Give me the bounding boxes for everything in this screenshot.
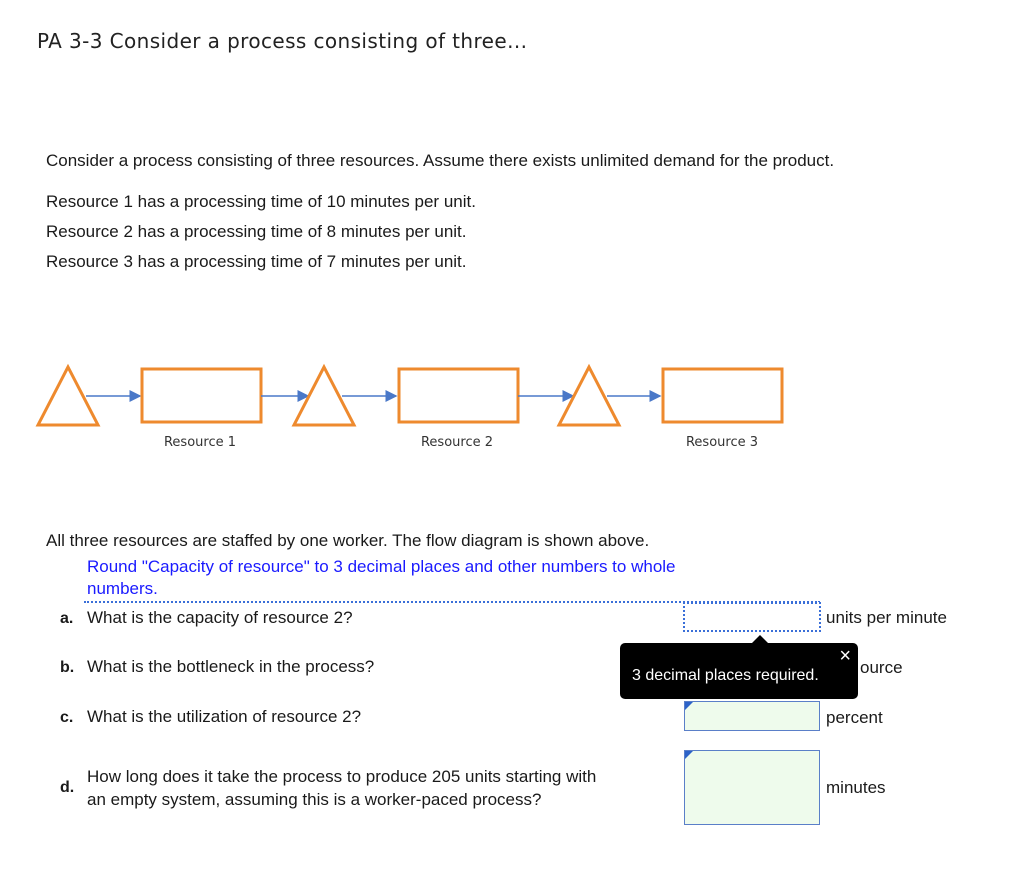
flag-icon bbox=[685, 751, 693, 759]
question-c-letter: c. bbox=[60, 709, 74, 726]
resource-1-label: Resource 1 bbox=[163, 435, 237, 450]
utilization-resource-2-input[interactable] bbox=[684, 701, 820, 731]
staffing-text: All three resources are staffed by one worker. The flow diagram is shown above. bbox=[46, 531, 650, 550]
page-title: PA 3-3 Consider a process consisting of three... bbox=[37, 29, 528, 53]
resource-2-text: Resource 2 has a processing time of 8 minutes per unit. bbox=[46, 222, 467, 241]
question-d-unit: minutes bbox=[826, 778, 886, 797]
question-d-text-line2: an empty system, assuming this is a worker-paced process? bbox=[87, 790, 542, 809]
resource-1-text: Resource 1 has a processing time of 10 minutes per unit. bbox=[46, 192, 476, 211]
question-a-text: What is the capacity of resource 2? bbox=[87, 608, 353, 627]
close-icon[interactable]: × bbox=[839, 645, 851, 667]
resource-2-label: Resource 2 bbox=[420, 435, 494, 450]
rounding-instruction-line1: Round "Capacity of resource" to 3 decimal places and other numbers to whole bbox=[87, 557, 676, 576]
question-b-text: What is the bottleneck in the process? bbox=[87, 657, 375, 676]
flag-icon bbox=[685, 702, 693, 710]
question-d-text-line1: How long does it take the process to produce 205 units starting with bbox=[87, 767, 597, 786]
question-b-dropdown-text[interactable]: ource bbox=[860, 658, 903, 677]
resource-1-box bbox=[142, 369, 261, 422]
question-b-letter: b. bbox=[60, 659, 75, 676]
question-a-letter: a. bbox=[60, 610, 74, 627]
rounding-instruction-line2: numbers. bbox=[87, 579, 158, 598]
resource-3-text: Resource 3 has a processing time of 7 minutes per unit. bbox=[46, 252, 467, 271]
question-a-unit: units per minute bbox=[826, 608, 947, 627]
question-c-unit: percent bbox=[826, 708, 883, 727]
question-d-letter: d. bbox=[60, 779, 75, 796]
capacity-resource-2-input[interactable] bbox=[683, 602, 821, 632]
tooltip-pointer bbox=[752, 635, 768, 643]
resource-2-box bbox=[399, 369, 518, 422]
resource-3-box bbox=[663, 369, 782, 422]
question-c-text: What is the utilization of resource 2? bbox=[87, 707, 362, 726]
tooltip-message: 3 decimal places required. bbox=[632, 667, 819, 684]
resource-3-label: Resource 3 bbox=[685, 435, 759, 450]
flow-diagram bbox=[0, 355, 800, 465]
production-time-input[interactable] bbox=[684, 750, 820, 825]
validation-tooltip bbox=[620, 643, 858, 699]
intro-text: Consider a process consisting of three resources. Assume there exists unlimited demand for the product. bbox=[46, 151, 835, 170]
